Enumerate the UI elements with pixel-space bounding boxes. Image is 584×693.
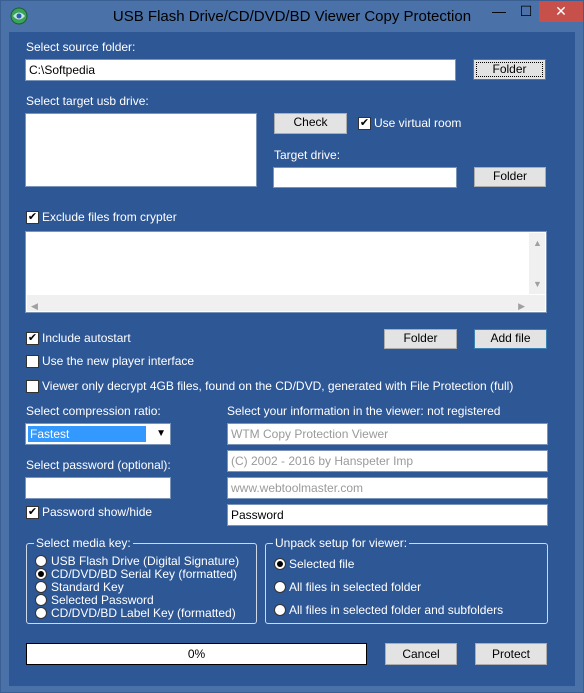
- unpack-option-2[interactable]: All files in selected folder and subfolders: [289, 603, 504, 617]
- maximize-button[interactable]: ☐: [519, 3, 533, 19]
- radio-selected-dot: [38, 571, 44, 577]
- unpack-group: [265, 536, 548, 624]
- radio-selected-dot: [277, 561, 283, 567]
- protect-button[interactable]: Protect: [475, 643, 547, 665]
- media-key-radio-2[interactable]: [35, 581, 47, 593]
- password-input[interactable]: [25, 477, 171, 499]
- source-folder-label: Select source folder:: [26, 40, 136, 54]
- media-key-radio-1[interactable]: [35, 568, 47, 580]
- media-key-option-1[interactable]: CD/DVD/BD Serial Key (formatted): [51, 567, 238, 581]
- media-key-radio-4[interactable]: [35, 607, 47, 619]
- check-button[interactable]: Check: [274, 113, 347, 134]
- target-drive-label: Target drive:: [274, 148, 341, 162]
- media-key-group-title: Select media key:: [36, 536, 131, 550]
- scroll-left-arrow-icon[interactable]: ◀: [31, 301, 38, 311]
- viewer-info-label: Select your information in the viewer: not registered: [227, 404, 501, 418]
- password-label: Select password (optional):: [26, 458, 171, 472]
- client-area: [9, 32, 575, 686]
- exclude-files-label: Exclude files from crypter: [42, 210, 177, 224]
- target-usb-list[interactable]: [25, 113, 257, 187]
- unpack-radio-0[interactable]: [274, 558, 286, 570]
- viewer-info-field-3[interactable]: www.webtoolmaster.com: [227, 477, 548, 499]
- use-virtual-room-checkbox[interactable]: ✔: [359, 117, 370, 129]
- scroll-up-arrow-icon[interactable]: ▲: [533, 238, 542, 248]
- unpack-option-0[interactable]: Selected file: [289, 557, 355, 571]
- window-title: USB Flash Drive/CD/DVD/BD Viewer Copy Protection: [112, 8, 472, 25]
- unpack-group-title: Unpack setup for viewer:: [275, 536, 408, 550]
- exclude-files-checkbox[interactable]: ✔: [27, 211, 38, 223]
- cancel-button[interactable]: Cancel: [385, 643, 457, 665]
- viewer-info-field-1[interactable]: WTM Copy Protection Viewer: [227, 423, 548, 445]
- autostart-folder-button[interactable]: Folder: [384, 329, 457, 349]
- scroll-right-arrow-icon[interactable]: ▶: [518, 301, 525, 311]
- compression-select[interactable]: [25, 423, 171, 445]
- password-show-hide-label: Password show/hide: [42, 505, 153, 519]
- chevron-down-icon[interactable]: ▼: [156, 428, 166, 439]
- media-key-option-3[interactable]: Selected Password: [51, 593, 154, 607]
- media-key-option-0[interactable]: USB Flash Drive (Digital Signature): [51, 554, 240, 568]
- source-folder-input[interactable]: C:\Softpedia: [25, 59, 456, 81]
- include-autostart-checkbox[interactable]: ✔: [27, 332, 38, 344]
- compression-selected-value: Fastest: [28, 426, 146, 442]
- source-folder-button[interactable]: [473, 59, 546, 80]
- target-drive-folder-button[interactable]: Folder: [474, 167, 546, 187]
- close-button[interactable]: ✕: [539, 1, 583, 22]
- compression-label: Select compression ratio:: [26, 404, 161, 418]
- media-key-group: [26, 536, 257, 624]
- target-usb-label: Select target usb drive:: [26, 94, 149, 108]
- new-player-label: Use the new player interface: [42, 354, 195, 368]
- unpack-radio-2[interactable]: [274, 604, 286, 616]
- viewer-info-field-4[interactable]: Password: [227, 504, 548, 526]
- media-key-option-4[interactable]: CD/DVD/BD Label Key (formatted): [51, 606, 236, 620]
- media-key-radio-3[interactable]: [35, 594, 47, 606]
- title-bar[interactable]: [1, 1, 583, 32]
- target-drive-input[interactable]: [273, 167, 457, 188]
- minimize-button[interactable]: —: [492, 3, 506, 19]
- use-virtual-room-label: Use virtual room: [374, 116, 462, 130]
- viewer-info-field-2[interactable]: (C) 2002 - 2016 by Hanspeter Imp: [227, 450, 548, 472]
- include-autostart-label: Include autostart: [42, 331, 131, 345]
- media-key-radio-0[interactable]: [35, 555, 47, 567]
- unpack-radio-1[interactable]: [274, 581, 286, 593]
- unpack-option-1[interactable]: All files in selected folder: [289, 580, 422, 594]
- media-key-option-2[interactable]: Standard Key: [51, 580, 124, 594]
- new-player-checkbox[interactable]: [26, 355, 39, 368]
- exclude-files-list[interactable]: [25, 231, 547, 313]
- viewer-only-checkbox[interactable]: [26, 380, 39, 393]
- add-file-button[interactable]: Add file: [474, 329, 547, 349]
- vertical-scrollbar[interactable]: [529, 233, 545, 294]
- scroll-down-arrow-icon[interactable]: ▼: [533, 279, 542, 289]
- progress-bar: 0%: [26, 643, 367, 665]
- horizontal-scrollbar[interactable]: [27, 295, 545, 311]
- password-show-hide-checkbox[interactable]: ✔: [27, 506, 38, 518]
- source-folder-button-label: Folder: [476, 62, 543, 77]
- viewer-only-label: Viewer only decrypt 4GB files, found on the CD/DVD, generated with File Protection (full): [42, 379, 514, 393]
